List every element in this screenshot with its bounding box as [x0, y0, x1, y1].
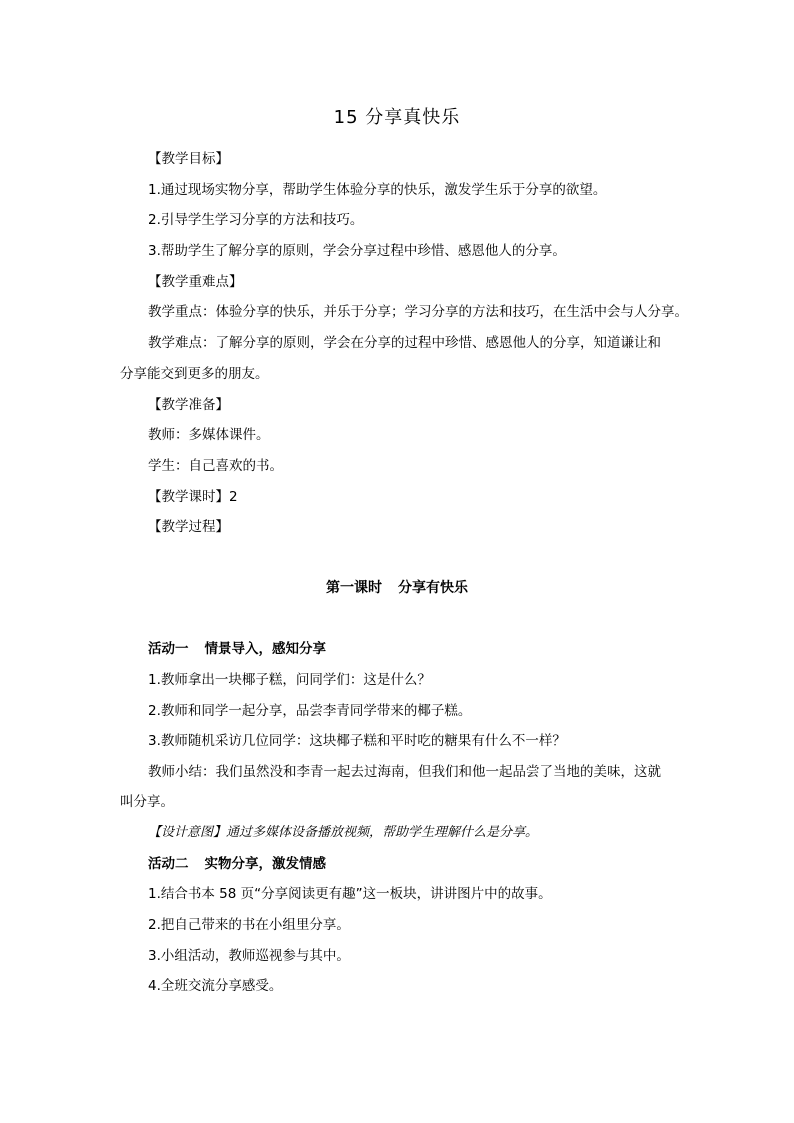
- activity-1-summary-2: 叫分享。: [120, 794, 174, 810]
- activity-2-heading-a: 活动二: [148, 856, 189, 872]
- activity-2-heading: [148, 854, 708, 874]
- prep-student: 学生：自己喜欢的书。: [148, 458, 283, 474]
- difficulty-line-1: 教学难点：了解分享的原则，学会在分享的过程中珍惜、感恩他人的分享，知道谦让和: [148, 335, 661, 351]
- activity-1-heading: [148, 639, 708, 659]
- activity-1-step-1: 1.教师拿出一块椰子糕，问同学们：这是什么？: [148, 672, 431, 688]
- prep-teacher: 教师：多媒体课件。: [148, 427, 270, 443]
- activity-1-step-2: 2.教师和同学一起分享，品尝李青同学带来的椰子糕。: [148, 703, 472, 719]
- key-heading: 【教学重难点】: [148, 274, 243, 290]
- prep-heading: 【教学准备】: [148, 397, 229, 413]
- hours: 【教学课时】2: [148, 489, 238, 505]
- activity-1-step-3: 3.教师随机采访几位同学：这块椰子糕和平时吃的糖果有什么不一样？: [148, 733, 566, 749]
- activity-1-summary-1: 教师小结：我们虽然没和李青一起去过海南，但我们和他一起品尝了当地的美味，这就: [148, 764, 661, 780]
- activity-2-step-2: 2.把自己带来的书在小组里分享。: [148, 917, 350, 933]
- activity-2-step-3: 3.小组活动，教师巡视参与其中。: [148, 948, 350, 964]
- goal-2: 2.引导学生学习分享的方法和技巧。: [148, 212, 364, 228]
- activity-2-heading-b: 实物分享，激发情感: [204, 856, 326, 872]
- difficulty-line-2: 分享能交到更多的朋友。: [120, 366, 269, 382]
- goal-1: 1.通过现场实物分享，帮助学生体验分享的快乐，激发学生乐于分享的欲望。: [148, 182, 607, 198]
- goal-3: 3.帮助学生了解分享的原则，学会分享过程中珍惜、感恩他人的分享。: [148, 243, 566, 259]
- activity-2-step-4: 4.全班交流分享感受。: [148, 978, 283, 994]
- process-heading: 【教学过程】: [148, 519, 229, 535]
- lesson-1-title: [0, 578, 794, 598]
- activity-1-heading-a: 活动一: [148, 641, 189, 657]
- activity-1-design: 【设计意图】通过多媒体设备播放视频，帮助学生理解什么是分享。: [148, 825, 539, 840]
- goals-heading: 【教学目标】: [148, 151, 229, 167]
- activity-1-heading-b: 情景导入，感知分享: [204, 641, 326, 657]
- document-title: 15 分享真快乐: [333, 107, 461, 128]
- key-point: 教学重点：体验分享的快乐，并乐于分享；学习分享的方法和技巧，在生活中会与人分享。: [148, 304, 688, 320]
- activity-2-step-1: 1.结合书本 58 页“分享阅读更有趣”这一板块，讲讲图片中的故事。: [148, 886, 552, 902]
- lesson-1-title-a: 第一课时: [326, 580, 382, 596]
- lesson-1-title-b: 分享有快乐: [398, 580, 468, 596]
